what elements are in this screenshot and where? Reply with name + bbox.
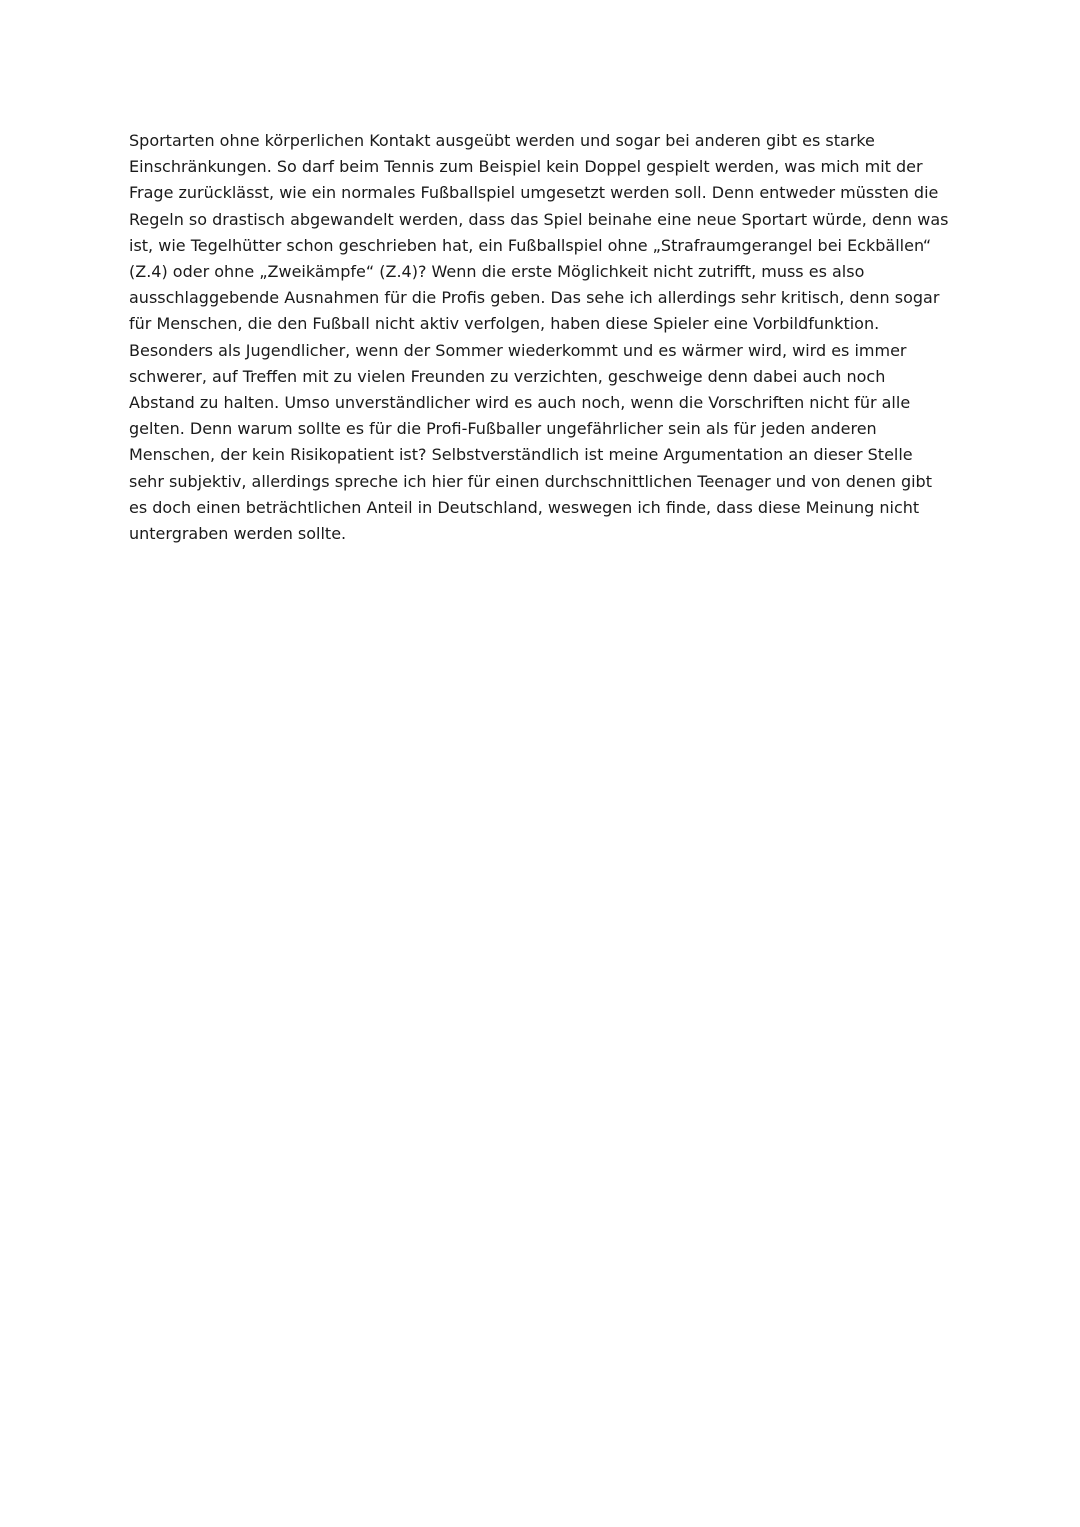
text-line: untergraben werden sollte. xyxy=(129,524,347,544)
text-line: Frage zurücklässt, wie ein normales Fußballspiel umgesetzt werden soll. Denn entweder müssten die xyxy=(129,183,939,203)
text-line: Menschen, der kein Risikopatient ist? Selbstverständlich ist meine Argumentation an dieser Stelle xyxy=(129,445,913,465)
text-line: Sportarten ohne körperlichen Kontakt ausgeübt werden und sogar bei anderen gibt es starke xyxy=(129,131,875,150)
text-line: es doch einen beträchtlichen Anteil in Deutschland, weswegen ich finde, dass diese Meinung nicht xyxy=(129,497,920,517)
text-line: für Menschen, die den Fußball nicht aktiv verfolgen, haben diese Spieler eine Vorbildfunktion. xyxy=(129,314,880,334)
text-line: sehr subjektiv, allerdings spreche ich hier für einen durchschnittlichen Teenager und von denen gibt xyxy=(129,471,932,491)
text-line: Abstand zu halten. Umso unverständlicher wird es auch noch, wenn die Vorschriften nicht für alle xyxy=(129,393,911,413)
text-line: Einschränkungen. So darf beim Tennis zum Beispiel kein Doppel gespielt werden, was mich mit der xyxy=(129,157,923,177)
text-line: schwerer, auf Treffen mit zu vielen Freunden zu verzichten, geschweige denn dabei auch noch xyxy=(129,366,886,386)
text-line: (Z.4) oder ohne „Zweikämpfe“ (Z.4)? Wenn die erste Möglichkeit nicht zutrifft, muss es also xyxy=(129,262,865,282)
text-line: Besonders als Jugendlicher, wenn der Sommer wiederkommt und es wärmer wird, wird es immer xyxy=(129,340,907,360)
text-line: ausschlaggebende Ausnahmen für die Profis geben. Das sehe ich allerdings sehr kritisch, denn sogar xyxy=(129,288,940,308)
text-line: Regeln so drastisch abgewandelt werden, dass das Spiel beinahe eine neue Sportart würde, denn was xyxy=(129,209,949,229)
body-paragraph xyxy=(129,128,979,547)
text-line: gelten. Denn warum sollte es für die Profi-Fußballer ungefährlicher sein als für jeden anderen xyxy=(129,419,877,439)
text-line: ist, wie Tegelhütter schon geschrieben hat, ein Fußballspiel ohne „Strafraumgerangel bei Eckbällen“ xyxy=(129,235,932,255)
